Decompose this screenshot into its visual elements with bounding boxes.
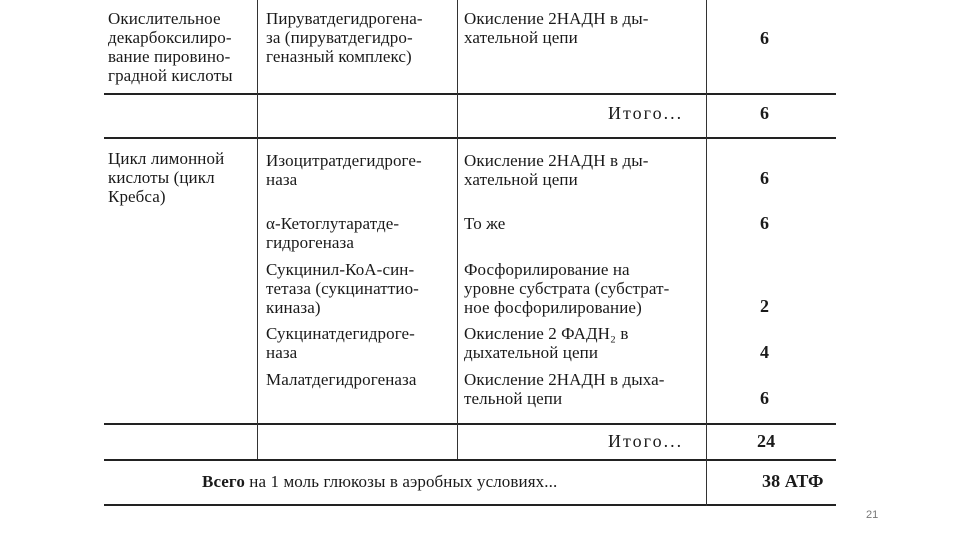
enzyme-cell: Пируватдегидрогена- за (пируватдегидро- геназный комплекс)	[266, 9, 423, 66]
atp-value: 2	[760, 296, 770, 316]
atp-column-divider	[706, 0, 707, 506]
column-divider	[257, 0, 258, 93]
atp-value: 6	[760, 168, 770, 188]
atp-value: 6	[760, 388, 770, 408]
enzyme-cell: Сукцинатдегидроге- наза	[266, 324, 415, 362]
table-rule	[104, 423, 836, 425]
process-cell: Окисление 2НАДН в дыха- тельной цепи	[464, 370, 665, 408]
table-rule	[104, 504, 836, 506]
grand-total-bold-word: Всего	[202, 472, 245, 491]
table-rule	[104, 137, 836, 139]
subtotal-label: Итого...	[608, 431, 684, 451]
grand-total-label	[202, 472, 557, 491]
enzyme-cell: Изоцитратдегидроге- наза	[266, 151, 422, 189]
process-cell: Окисление 2 ФАДН₂ в дыхательной цепи	[464, 324, 629, 362]
atp-value: 6	[760, 28, 770, 48]
enzyme-cell: Малатдегидрогеназа	[266, 370, 417, 389]
process-cell: То же	[464, 214, 506, 233]
subtotal-value: 24	[757, 431, 776, 451]
atp-yield-table	[104, 0, 836, 506]
process-cell: Окисление 2НАДН в ды- хательной цепи	[464, 9, 649, 47]
grand-total-value: 38 АТФ	[762, 471, 824, 491]
atp-value: 6	[760, 213, 770, 233]
atp-value: 4	[760, 342, 770, 362]
process-cell: Окисление 2НАДН в ды- хательной цепи	[464, 151, 649, 189]
process-cell: Фосфорилирование на уровне субстрата (субстрат- ное фосфорилирование)	[464, 260, 670, 317]
enzyme-cell: α-Кетоглутаратде- гидрогеназа	[266, 214, 400, 252]
column-divider	[457, 0, 458, 93]
column-divider	[457, 423, 458, 459]
column-divider	[457, 93, 458, 137]
table-rule	[104, 459, 836, 461]
page-number: 21	[866, 509, 879, 521]
subtotal-label: Итого...	[608, 103, 684, 123]
column-divider	[257, 93, 258, 137]
stage-krebs-cycle: Цикл лимонной кислоты (цикл Кребса)	[108, 149, 225, 206]
enzyme-cell: Сукцинил-КоА-син- тетаза (сукцинаттио- киназа)	[266, 260, 419, 317]
column-divider	[457, 137, 458, 423]
subtotal-value: 6	[760, 103, 770, 123]
column-divider	[257, 423, 258, 459]
stage-pyruvate-decarboxylation: Окислительное декарбоксилиро- вание пировино- градной кислоты	[108, 9, 233, 85]
column-divider	[257, 137, 258, 423]
table-rule	[104, 93, 836, 95]
grand-total-text: на 1 моль глюкозы в аэробных условиях...	[249, 472, 558, 491]
